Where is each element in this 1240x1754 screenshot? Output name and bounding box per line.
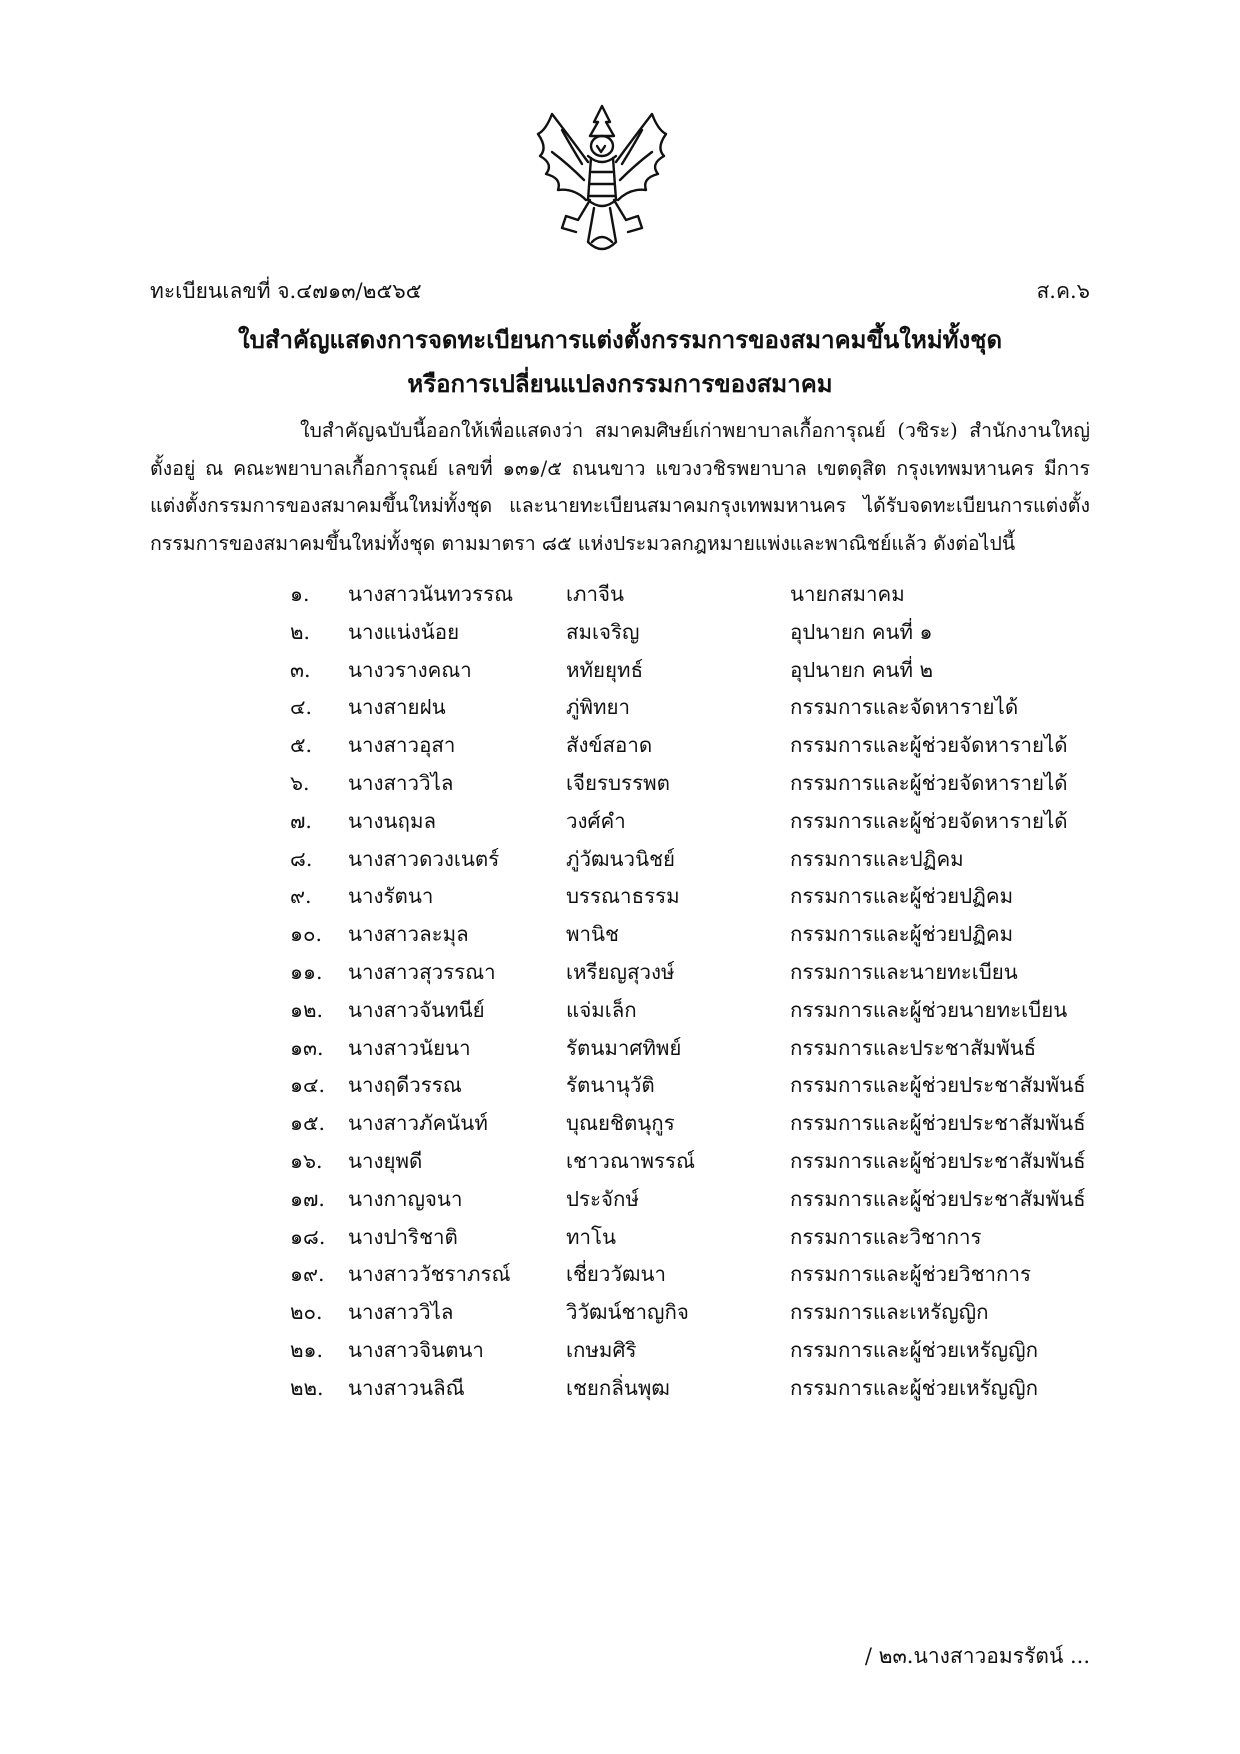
member-number: ๑๓. bbox=[290, 1035, 324, 1060]
member-last-name: บรรณาธรรม bbox=[566, 884, 680, 909]
member-number: ๑๑. bbox=[290, 959, 323, 984]
member-last-name: เชี่ยววัฒนา bbox=[566, 1262, 666, 1287]
member-position: อุปนายก คนที่ ๒ bbox=[790, 657, 934, 682]
member-last-name: เกษมศิริ bbox=[566, 1337, 637, 1362]
member-first-name: นางสาวละมุล bbox=[348, 922, 469, 947]
member-first-name: นางยุพดี bbox=[348, 1148, 423, 1173]
member-position: กรรมการและผู้ช่วยประชาสัมพันธ์ bbox=[790, 1073, 1086, 1098]
member-number: ๕. bbox=[290, 733, 313, 758]
member-first-name: นางสาวนันทวรรณ bbox=[348, 582, 514, 606]
member-position: กรรมการและผู้ช่วยประชาสัมพันธ์ bbox=[790, 1186, 1086, 1211]
member-position: กรรมการและผู้ช่วยเหรัญญิก bbox=[790, 1337, 1038, 1362]
body-paragraph: ใบสำคัญฉบับนี้ออกให้เพื่อแสดงว่า สมาคมศิษย์เก่าพยาบาลเกื้อการุณย์ (วชิระ) สำนักงานใหญ่ตั้งอยู่ ณ คณะพยาบาลเกื้อการุณย์ เลขที่ ๑๓๑/๕ ถนนขาว แขวงวชิรพยาบาล เขตดุสิต กรุงเทพมหานคร มีการแต่งตั้งกรรมการของสมาคมขึ้นใหม่ทั้งชุด และนายทะเบียนสมาคมกรุงเทพมหานคร ได้รับจดทะเบียนการแต่งตั้งกรรมการของสมาคมขึ้นใหม่ทั้งชุด ตามมาตรา ๘๕ แห่งประมวลกฎหมายแพ่งและพาณิชย์แล้ว ดังต่อไปนี้ bbox=[150, 419, 1090, 555]
document-title-line-1: ใบสำคัญแสดงการจดทะเบียนการแต่งตั้งกรรมการของสมาคมขึ้นใหม่ทั้งชุด bbox=[237, 325, 1003, 354]
member-last-name: รัตนมาศทิพย์ bbox=[566, 1035, 682, 1060]
member-last-name: หทัยยุทธ์ bbox=[566, 657, 644, 682]
member-number: ๑๒. bbox=[290, 997, 324, 1022]
member-last-name: เภาจีน bbox=[566, 582, 625, 606]
member-position: กรรมการและผู้ช่วยจัดหารายได้ bbox=[790, 808, 1068, 833]
member-last-name: วิวัฒน์ชาญกิจ bbox=[566, 1300, 689, 1325]
member-position: กรรมการและเหรัญญิก bbox=[790, 1300, 989, 1325]
member-first-name: นางสาวดวงเนตร์ bbox=[348, 846, 500, 871]
continuation-note: / ๒๓.นางสาวอมรรัตน์ ... bbox=[864, 1644, 1090, 1668]
member-position: กรรมการและปฏิคม bbox=[790, 846, 964, 871]
document-title-line-2: หรือการเปลี่ยนแปลงกรรมการของสมาคม bbox=[407, 369, 833, 398]
member-number: ๒๑. bbox=[290, 1337, 324, 1362]
member-last-name: สมเจริญ bbox=[566, 619, 640, 644]
member-last-name: วงศ์คำ bbox=[566, 808, 626, 833]
member-last-name: เชยกลิ่นพุฒ bbox=[566, 1375, 670, 1400]
member-position: กรรมการและวิชาการ bbox=[790, 1224, 982, 1249]
member-first-name: นางวรางคณา bbox=[348, 657, 472, 682]
member-position: กรรมการและผู้ช่วยประชาสัมพันธ์ bbox=[790, 1111, 1086, 1136]
member-position: กรรมการและนายทะเบียน bbox=[790, 959, 1018, 984]
member-last-name: เชาวณาพรรณ์ bbox=[566, 1148, 696, 1173]
member-number: ๑๖. bbox=[290, 1148, 323, 1173]
member-first-name: นางสายฝน bbox=[348, 695, 446, 720]
member-last-name: สังข์สอาด bbox=[566, 733, 653, 758]
form-code: ส.ค.๖ bbox=[1036, 279, 1090, 303]
member-last-name: ทาโน bbox=[566, 1224, 617, 1249]
member-first-name: นางสาววัชราภรณ์ bbox=[348, 1262, 511, 1287]
member-first-name: นางนฤมล bbox=[348, 808, 437, 833]
member-number: ๑๗. bbox=[290, 1186, 325, 1211]
member-first-name: นางสาวนลิณี bbox=[348, 1375, 465, 1400]
certificate-body bbox=[150, 412, 1090, 562]
member-number: ๓. bbox=[290, 657, 311, 682]
member-first-name: นางสาวอุสา bbox=[348, 733, 456, 758]
member-first-name: นางสาวสุวรรณา bbox=[348, 959, 496, 984]
member-position: กรรมการและผู้ช่วยนายทะเบียน bbox=[790, 997, 1068, 1022]
member-number: ๗. bbox=[290, 808, 312, 833]
member-last-name: พานิช bbox=[566, 922, 619, 947]
member-position: กรรมการและผู้ช่วยเหรัญญิก bbox=[790, 1375, 1038, 1400]
member-last-name: ภู่วัฒนวนิชย์ bbox=[566, 846, 676, 871]
member-last-name: แจ่มเล็ก bbox=[566, 997, 637, 1022]
member-number: ๑๘. bbox=[290, 1224, 326, 1249]
member-first-name: นางสาวจินตนา bbox=[348, 1337, 484, 1362]
member-first-name: นางสาวภัคนันท์ bbox=[348, 1111, 488, 1136]
member-last-name: เจียรบรรพต bbox=[566, 770, 670, 795]
member-position: กรรมการและผู้ช่วยปฏิคม bbox=[790, 884, 1014, 909]
member-number: ๑๙. bbox=[290, 1262, 325, 1287]
member-last-name: รัตนานุวัติ bbox=[566, 1073, 655, 1098]
member-last-name: บุณยชิตนุกูร bbox=[566, 1111, 675, 1136]
member-first-name: นางสาววิไล bbox=[348, 770, 454, 795]
member-number: ๒. bbox=[290, 619, 311, 644]
member-position: กรรมการและผู้ช่วยจัดหารายได้ bbox=[790, 770, 1068, 795]
member-first-name: นางแน่งน้อย bbox=[348, 619, 460, 644]
member-number: ๙. bbox=[290, 884, 312, 909]
member-first-name: นางกาญจนา bbox=[348, 1186, 463, 1211]
member-first-name: นางปาริชาติ bbox=[348, 1224, 458, 1249]
member-position: กรรมการและผู้ช่วยปฏิคม bbox=[790, 922, 1014, 947]
member-number: ๑๔. bbox=[290, 1073, 326, 1098]
garuda-emblem-icon bbox=[528, 100, 676, 260]
member-number: ๑๕. bbox=[290, 1111, 326, 1136]
registration-number: ทะเบียนเลขที่ จ.๔๗๑๓/๒๕๖๕ bbox=[150, 279, 422, 303]
member-first-name: นางสาววิไล bbox=[348, 1300, 454, 1325]
member-number: ๔. bbox=[290, 695, 313, 720]
member-number: ๘. bbox=[290, 846, 313, 871]
member-last-name: เหรียญสุวงษ์ bbox=[566, 959, 675, 984]
member-position: กรรมการและประชาสัมพันธ์ bbox=[790, 1035, 1037, 1060]
member-number: ๒๒. bbox=[290, 1375, 324, 1400]
member-position: กรรมการและจัดหารายได้ bbox=[790, 695, 1019, 720]
member-first-name: นางรัตนา bbox=[348, 884, 434, 909]
member-last-name: ภู่พิทยา bbox=[566, 695, 631, 720]
member-first-name: นางสาวนัยนา bbox=[348, 1035, 471, 1060]
member-position: กรรมการและผู้ช่วยวิชาการ bbox=[790, 1262, 1031, 1287]
member-position: กรรมการและผู้ช่วยจัดหารายได้ bbox=[790, 733, 1068, 758]
member-position: นายกสมาคม bbox=[790, 582, 905, 606]
member-number: ๑. bbox=[290, 582, 310, 606]
member-number: ๖. bbox=[290, 770, 310, 795]
member-position: กรรมการและผู้ช่วยประชาสัมพันธ์ bbox=[790, 1148, 1086, 1173]
member-number: ๒๐. bbox=[290, 1300, 323, 1325]
member-last-name: ประจักษ์ bbox=[566, 1186, 639, 1211]
member-first-name: นางสาวจันทนีย์ bbox=[348, 997, 485, 1022]
member-number: ๑๐. bbox=[290, 922, 323, 947]
member-first-name: นางฤดีวรรณ bbox=[348, 1073, 462, 1098]
member-position: อุปนายก คนที่ ๑ bbox=[790, 619, 933, 644]
